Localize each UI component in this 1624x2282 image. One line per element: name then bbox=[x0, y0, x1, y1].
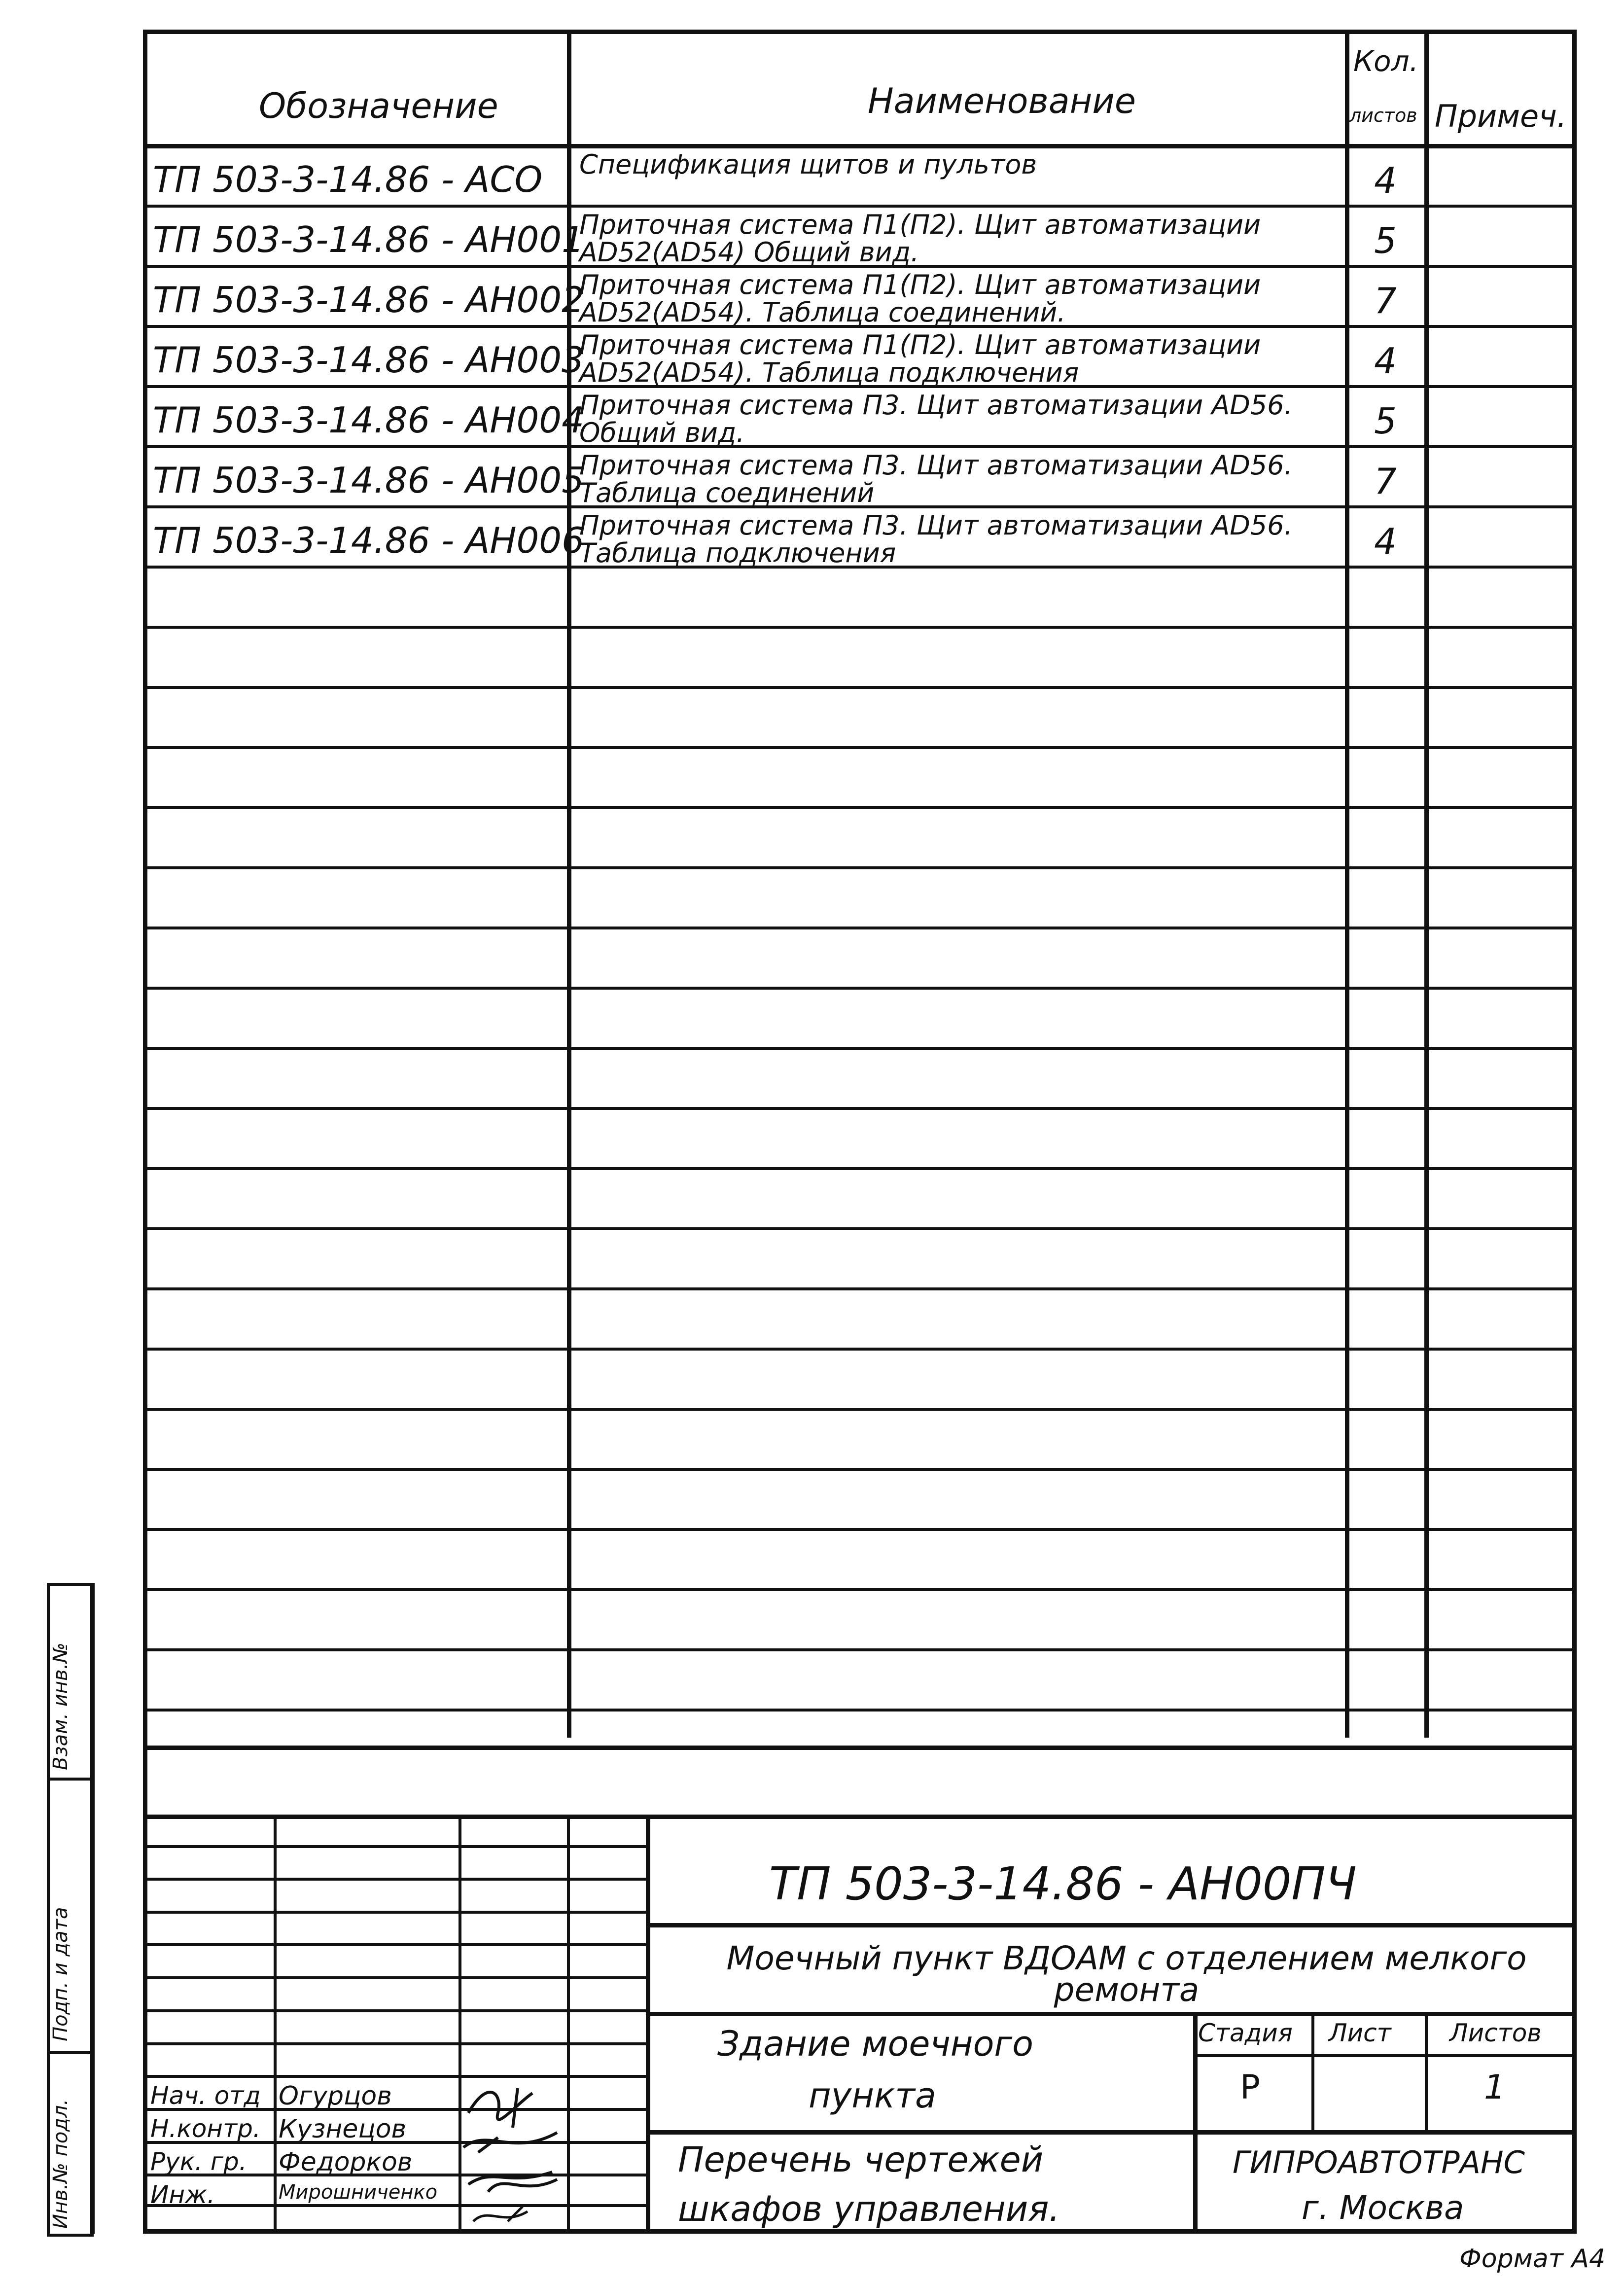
row-line bbox=[143, 1468, 1577, 1471]
doc-title-line2: шкафов управления. bbox=[678, 2189, 1060, 2229]
row-line bbox=[143, 987, 1577, 990]
doc-code: ТП 503-3-14.86 - АН00ПЧ bbox=[769, 1857, 1357, 1910]
stage-value: Р bbox=[1240, 2068, 1261, 2107]
org-line1: ГИПРОАВТОТРАНС bbox=[1233, 2144, 1525, 2180]
row-code: ТП 503-3-14.86 - АН006 bbox=[153, 520, 584, 561]
stage-label: Стадия bbox=[1198, 2019, 1293, 2047]
header-name: Наименование bbox=[868, 81, 1136, 121]
staff-name: Кузнецов bbox=[279, 2114, 407, 2144]
header-qty-line2: листов bbox=[1349, 105, 1417, 126]
row-code: ТП 503-3-14.86 - АН004 bbox=[153, 399, 584, 441]
staff-role: Рук. гр. bbox=[150, 2147, 247, 2176]
header-note: Примеч. bbox=[1435, 98, 1567, 134]
staff-name: Мирошниченко bbox=[279, 2181, 438, 2204]
row-line bbox=[143, 1709, 1577, 1712]
row-line bbox=[143, 1648, 1577, 1651]
row-line bbox=[143, 1227, 1577, 1230]
row-name: Приточная система П3. Щит автоматизации АD56. Таблица соединений bbox=[579, 450, 1293, 508]
row-qty: 7 bbox=[1374, 280, 1397, 321]
sheet-label: Лист bbox=[1329, 2019, 1391, 2047]
staff-role: Инж. bbox=[150, 2180, 215, 2209]
row-name: Спецификация щитов и пультов bbox=[579, 149, 1037, 180]
row-line bbox=[143, 1528, 1577, 1531]
side-inv-repl: Взам. инв.№ bbox=[49, 1642, 72, 1770]
row-code: ТП 503-3-14.86 - АН001 bbox=[153, 219, 584, 260]
row-line bbox=[143, 686, 1577, 689]
row-line bbox=[143, 1287, 1577, 1290]
row-name: Приточная система П1(П2). Щит автоматизации АD52(АD54) Общий вид. bbox=[579, 209, 1261, 268]
row-name: Приточная система П1(П2). Щит автоматизации АD52(АD54). Таблица подключения bbox=[579, 329, 1261, 388]
format-label: Формат А4 bbox=[1459, 2244, 1606, 2274]
building-line1: Здание моечного bbox=[717, 2024, 1034, 2064]
row-name: Приточная система П3. Щит автоматизации АD56. Общий вид. bbox=[579, 390, 1293, 448]
header-designation: Обозначение bbox=[259, 86, 498, 126]
row-line bbox=[143, 1348, 1577, 1351]
row-line bbox=[143, 1107, 1577, 1110]
row-name: Приточная система П1(П2). Щит автоматизации АD52(АD54). Таблица соединений. bbox=[579, 269, 1261, 328]
signatures bbox=[459, 2073, 577, 2236]
doc-title-line1: Перечень чертежей bbox=[678, 2139, 1044, 2180]
row-qty: 4 bbox=[1374, 160, 1397, 201]
row-line bbox=[143, 927, 1577, 929]
header-qty-line1: Кол. bbox=[1353, 44, 1419, 78]
side-inv-orig: Инв.№ подл. bbox=[49, 2099, 72, 2229]
org-line2: г. Москва bbox=[1302, 2189, 1464, 2227]
row-line bbox=[143, 1047, 1577, 1050]
row-name: Приточная система П3. Щит автоматизации АD56. Таблица подключения bbox=[579, 510, 1293, 569]
building-line2: пункта bbox=[809, 2075, 936, 2116]
row-qty: 5 bbox=[1374, 400, 1397, 442]
row-qty: 7 bbox=[1374, 461, 1397, 502]
side-sign-date: Подп. и дата bbox=[49, 1907, 72, 2041]
row-qty: 4 bbox=[1374, 340, 1397, 382]
project-name: Моечный пункт ВДОАМ с отделением мелкого ремонта bbox=[726, 1939, 1527, 2009]
row-code: ТП 503-3-14.86 - АН002 bbox=[153, 279, 584, 321]
row-code: ТП 503-3-14.86 - АН005 bbox=[153, 460, 584, 501]
staff-role: Нач. отд bbox=[150, 2081, 261, 2110]
row-line bbox=[143, 205, 1577, 208]
row-line bbox=[143, 1588, 1577, 1591]
row-line bbox=[143, 746, 1577, 749]
row-line bbox=[143, 1167, 1577, 1170]
staff-name: Огурцов bbox=[279, 2081, 392, 2111]
staff-role: Н.контр. bbox=[150, 2114, 261, 2143]
sheets-label: Листов bbox=[1449, 2019, 1542, 2047]
sheets-value: 1 bbox=[1484, 2068, 1506, 2107]
row-qty: 4 bbox=[1374, 521, 1397, 562]
row-code: ТП 503-3-14.86 - АН003 bbox=[153, 339, 584, 381]
row-line bbox=[143, 866, 1577, 869]
staff-name: Федорков bbox=[279, 2147, 413, 2177]
row-line bbox=[143, 626, 1577, 629]
row-qty: 5 bbox=[1374, 220, 1397, 261]
row-line bbox=[143, 1408, 1577, 1411]
row-code: ТП 503-3-14.86 - АСО bbox=[153, 159, 543, 200]
row-line bbox=[143, 806, 1577, 809]
